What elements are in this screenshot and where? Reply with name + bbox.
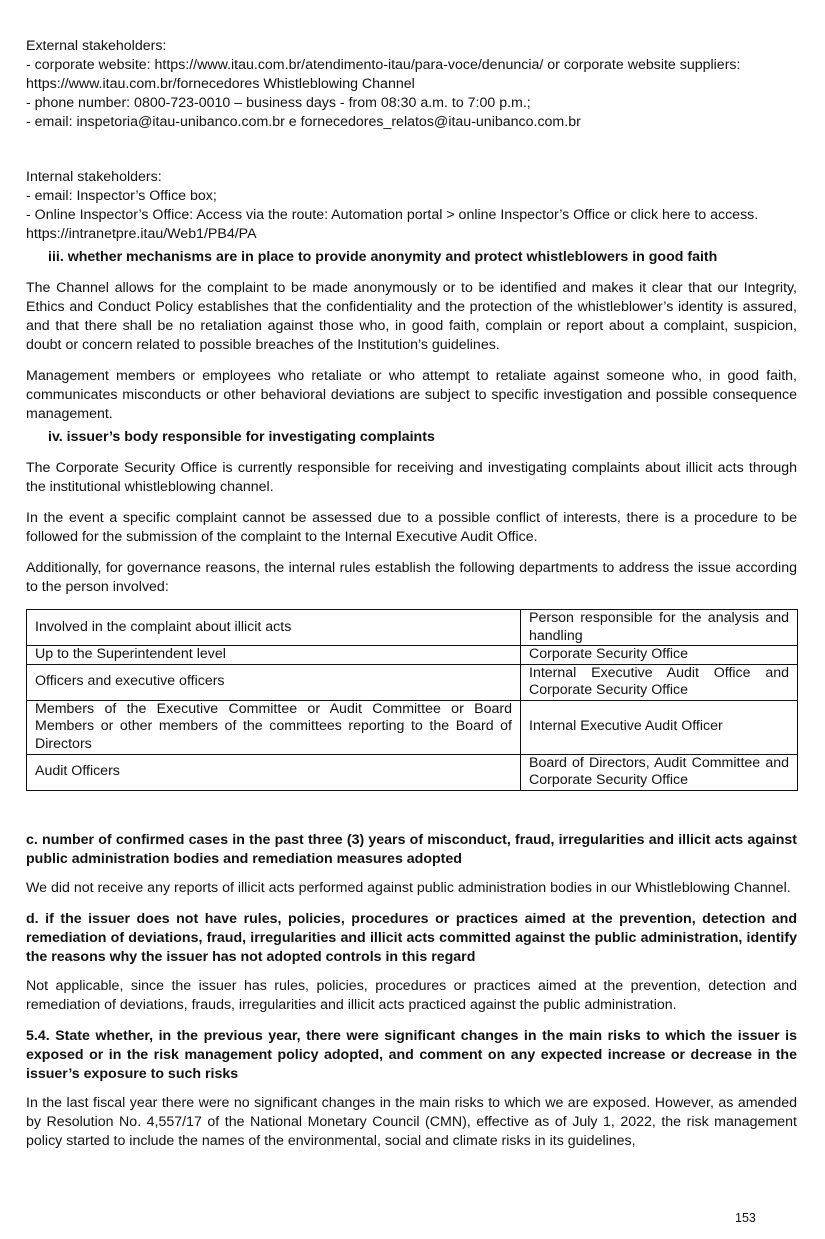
table-cell: Board of Directors, Audit Committee and Corporate Security Office: [521, 754, 798, 790]
section-iv-heading: iv. issuer’s body responsible for investigating complaints: [48, 429, 435, 445]
table-row: [27, 646, 798, 665]
section-5-4-paragraph: In the last fiscal year there were no significant changes in the main risks to which we are exposed. However, as amended by Resolution No. 4,557/17 of the National Monetary Council (CMN), effective as of July 1, 2022, the risk management policy started to include the names of the environmental, social and climate risks in its guidelines,: [26, 1094, 797, 1149]
external-stakeholders: [26, 37, 797, 132]
section-d-paragraph: Not applicable, since the issuer has rules, policies, procedures or practices aimed at the prevention, detection and remediation of deviations, frauds, irregularities and illicit acts practiced against the public administration.: [26, 977, 797, 1013]
internal-stakeholders-heading: Internal stakeholders:: [26, 169, 162, 185]
section-c-heading: c. number of confirmed cases in the past three (3) years of misconduct, fraud, irregularities and illicit acts against public administration bodies and remediation measures adopted: [26, 831, 797, 867]
table-row: [27, 700, 798, 754]
page-number: 153: [735, 1211, 756, 1225]
table-cell: Members of the Executive Committee or Audit Committee or Board Members or other members of the committees reporting to the Board of Directors: [27, 700, 521, 754]
table-cell: Up to the Superintendent level: [27, 646, 521, 665]
external-email-line: - email: inspetoria@itau-unibanco.com.br e fornecedores_relatos@itau-unibanco.com.br: [26, 114, 581, 130]
internal-stakeholders: [26, 168, 797, 244]
responsibility-table: [26, 609, 798, 791]
section-iv-paragraph-1: The Corporate Security Office is currently responsible for receiving and investigating complaints about illicit acts through the institutional whistleblowing channel.: [26, 460, 797, 495]
internal-online-line: - Online Inspector’s Office: Access via the route: Automation portal > online Inspector’s Office or click here to access. https://intranetpre.itau/Web1/PB4/PA: [26, 207, 759, 242]
external-website-line: - corporate website: https://www.itau.com.br/atendimento-itau/para-voce/denuncia/ or corporate website suppliers: https://www.itau.com.br/fornecedores Whistleblowing Channel: [26, 57, 741, 92]
table-cell: Internal Executive Audit Office and Corporate Security Office: [521, 664, 798, 700]
document-page: [26, 37, 797, 1151]
internal-email-line: - email: Inspector’s Office box;: [26, 188, 217, 204]
section-5-4-heading: 5.4. State whether, in the previous year, there were significant changes in the main risks to which the issuer is exposed or in the risk management policy adopted, and comment on any expected increase or decrease in the issuer’s exposure to such risks: [26, 1027, 797, 1082]
section-iii-heading: iii. whether mechanisms are in place to provide anonymity and protect whistleblowers in good faith: [48, 249, 718, 265]
table-cell: Corporate Security Office: [521, 646, 798, 665]
table-row: [27, 664, 798, 700]
table-cell: Internal Executive Audit Officer: [521, 700, 798, 754]
external-phone-line: - phone number: 0800-723-0010 – business days - from 08:30 a.m. to 7:00 p.m.;: [26, 95, 531, 111]
table-header-row: [27, 610, 798, 646]
table-cell: Officers and executive officers: [27, 664, 521, 700]
section-d-heading: d. if the issuer does not have rules, policies, procedures or practices aimed at the prevention, detection and remediation of deviations, fraud, irregularities and illicit acts committed against the public administration, identify the reasons why the issuer has not adopted controls in this regard: [26, 910, 797, 965]
section-iii-paragraph-2: Management members or employees who retaliate or who attempt to retaliate against someone who, in good faith, communicates misconducts or other behavioral deviations are subject to specific investigation and possible consequence management.: [26, 368, 797, 422]
table-header-cell: Person responsible for the analysis and handling: [521, 610, 798, 646]
section-iv-paragraph-2: In the event a specific complaint cannot be assessed due to a possible conflict of interests, there is a procedure to be followed for the submission of the complaint to the Internal Executive Audit Office.: [26, 510, 797, 545]
table-cell: Audit Officers: [27, 754, 521, 790]
table-row: [27, 754, 798, 790]
table-header-cell: Involved in the complaint about illicit acts: [27, 610, 521, 646]
section-iii-paragraph-1: The Channel allows for the complaint to be made anonymously or to be identified and makes it clear that our Integrity, Ethics and Conduct Policy establishes that the confidentiality and the protection of the whistleblower’s identity is assured, and that there shall be no retaliation against those who, in good faith, complain or report about a complaint, suspicion, doubt or concern related to possible breaches of the Institution’s guidelines.: [26, 280, 797, 353]
external-stakeholders-heading: External stakeholders:: [26, 38, 167, 54]
section-c-paragraph: We did not receive any reports of illicit acts performed against public administration bodies in our Whistleblowing Channel.: [26, 879, 791, 896]
section-iv-paragraph-3: Additionally, for governance reasons, the internal rules establish the following departments to address the issue according to the person involved:: [26, 560, 797, 595]
